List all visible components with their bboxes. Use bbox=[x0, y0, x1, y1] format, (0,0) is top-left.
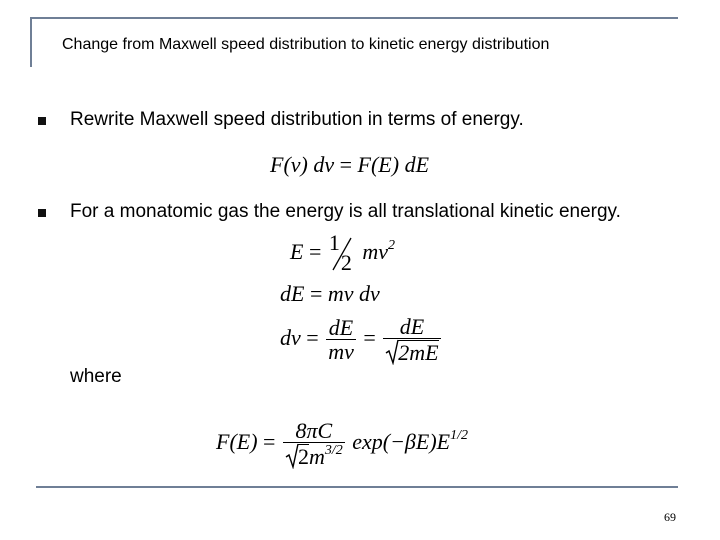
eq1-rhs: F(E) dE bbox=[357, 152, 430, 177]
eq2-den: 2 bbox=[340, 250, 352, 275]
eq5-exp: exp(−βE)E bbox=[352, 429, 451, 455]
eq4-f2-den bbox=[383, 338, 440, 364]
equation-kinetic-energy: E = 1 2 $mv^2$ bbox=[290, 230, 396, 275]
eq2-rhs: mv bbox=[362, 239, 389, 265]
equation-speed-to-energy: F(v) dv = F(E) dE bbox=[270, 152, 430, 177]
eq5-lhs: F(E) bbox=[216, 429, 258, 455]
eq5-exp-power: 1/2 bbox=[450, 428, 468, 444]
slide-title: Change from Maxwell speed distribution to kinetic energy distribution bbox=[62, 36, 550, 53]
bullet-text-2: For a monatomic gas the energy is all translational kinetic energy. bbox=[70, 201, 621, 222]
eq5-fraction bbox=[283, 420, 345, 468]
eq3-rhs: mv dv bbox=[327, 281, 380, 306]
eq2-lhs: E bbox=[290, 239, 304, 265]
sqrt-symbol bbox=[385, 340, 438, 364]
equation-energy-distribution: F(E) = $\frac{8\pi C}{2m^{3/2}}$ $\exp(-\beta E)E^{1/2}$ bbox=[216, 418, 468, 469]
page-number: 69 bbox=[664, 510, 676, 524]
eq4-lhs: dv bbox=[280, 325, 301, 351]
eq1-lhs: F(v) dv bbox=[270, 152, 335, 177]
equation-dv: dv = $\frac{dE}{mv}$ = $\frac{dE}{2mE}$ bbox=[280, 314, 439, 365]
header-rule bbox=[30, 17, 678, 19]
eq5-den-m: m bbox=[308, 444, 325, 469]
eq3-lhs: dE bbox=[280, 281, 305, 306]
bullet-text-1: Rewrite Maxwell speed distribution in terms of energy. bbox=[70, 109, 524, 130]
radical-sign bbox=[385, 339, 399, 365]
eq4-fraction-2 bbox=[383, 316, 440, 364]
radical-sign bbox=[285, 443, 299, 469]
eq4-f1-num: dE bbox=[328, 315, 354, 340]
eq4-fraction-1 bbox=[326, 317, 356, 363]
eq4-radicand: 2mE bbox=[398, 340, 439, 365]
eq4-f1-den: mv bbox=[328, 339, 354, 364]
eq2-exp: 2 bbox=[388, 238, 396, 254]
header-left-rule bbox=[30, 17, 32, 67]
eq5-den-root: 2 bbox=[297, 444, 309, 469]
eq5-num: 8πC bbox=[295, 418, 333, 443]
where-label: where bbox=[70, 366, 122, 387]
eq5-den bbox=[283, 442, 345, 468]
footer-rule bbox=[36, 486, 678, 488]
equation-differential: dE = mv dv bbox=[280, 281, 380, 306]
bullet-marker-1 bbox=[38, 117, 46, 125]
bullet-marker-2 bbox=[38, 209, 46, 217]
sqrt-symbol bbox=[285, 444, 309, 468]
eq2-half-fraction bbox=[327, 232, 357, 276]
eq2-num: 1 bbox=[328, 230, 340, 255]
eq5-den-exp: 3/2 bbox=[324, 443, 343, 458]
eq4-f2-num: dE bbox=[399, 314, 425, 339]
